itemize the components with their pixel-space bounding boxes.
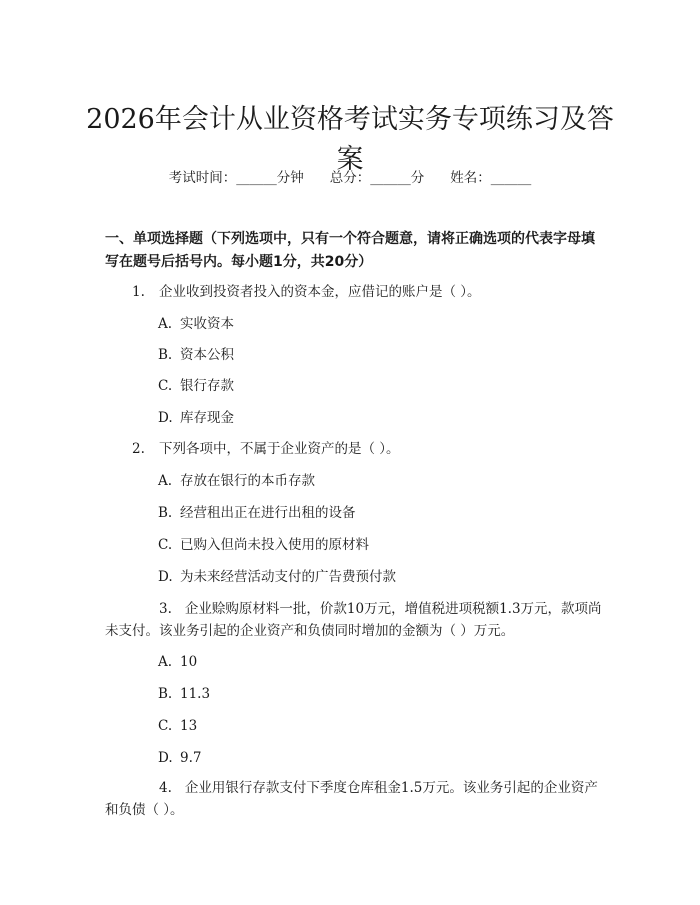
question-number: 3. [159,601,172,617]
option-letter: A. [158,473,173,489]
option-letter: C. [158,537,173,553]
option-3b [158,683,598,705]
question-number: 4. [159,780,172,796]
option-3d [158,747,598,769]
option-2c [158,534,598,556]
question-text: 下列各项中，不属于企业资产的是（ ）。 [159,441,400,457]
student-name-field: 姓名：______ [450,170,532,186]
section-heading: 一、单项选择题（下列选项中，只有一个符合题意，请将正确选项的代表字母填写在题号后括号内。每小题1分，共20分） [105,231,595,270]
option-text: 9.7 [180,750,202,766]
option-text: 银行存款 [180,378,234,394]
option-text: 资本公积 [180,347,234,363]
option-1c [158,375,598,397]
option-3a [158,651,598,673]
question-text: 企业赊购原材料一批，价款10万元，增值税进项税额1.3万元，款项尚未支付。该业务引起的企业资产和负债同时增加的金额为（ ）万元。 [105,601,602,639]
option-2b [158,502,598,524]
option-letter: C. [158,718,173,734]
option-letter: D. [158,569,173,585]
option-letter: B. [158,347,173,363]
option-letter: A. [158,654,173,670]
exam-info-line [0,167,700,189]
question-4 [105,777,605,821]
question-1 [105,281,605,303]
option-text: 为未来经营活动支付的广告费预付款 [180,569,396,585]
total-score-field: 总分：______分 [329,170,425,186]
option-2a [158,470,598,492]
question-number: 2. [132,441,145,457]
option-text: 存放在银行的本币存款 [180,473,315,489]
option-letter: A. [158,316,173,332]
question-text: 企业用银行存款支付下季度仓库租金1.5万元。该业务引起的企业资产和负债（ ）。 [105,780,598,818]
option-1a [158,313,598,335]
option-letter: D. [158,410,173,426]
option-text: 10 [180,654,198,670]
option-letter: B. [158,686,173,702]
question-2 [105,438,605,460]
option-text: 13 [180,718,198,734]
option-text: 经营租出正在进行出租的设备 [180,505,356,521]
question-text: 企业收到投资者投入的资本金，应借记的账户是（ ）。 [159,284,481,300]
option-3c [158,715,598,737]
option-text: 实收资本 [180,316,234,332]
option-2d [158,566,598,588]
option-1b [158,344,598,366]
option-text: 11.3 [180,686,211,702]
option-letter: B. [158,505,173,521]
option-letter: C. [158,378,173,394]
exam-time-field: 考试时间：______分钟 [168,170,304,186]
question-3 [105,598,605,642]
option-1d [158,407,598,429]
option-text: 库存现金 [180,410,234,426]
question-number: 1. [132,284,145,300]
page-title: 2026年会计从业资格考试实务专项练习及答案 [86,104,614,176]
option-letter: D. [158,750,173,766]
option-text: 已购入但尚未投入使用的原材料 [180,537,369,553]
